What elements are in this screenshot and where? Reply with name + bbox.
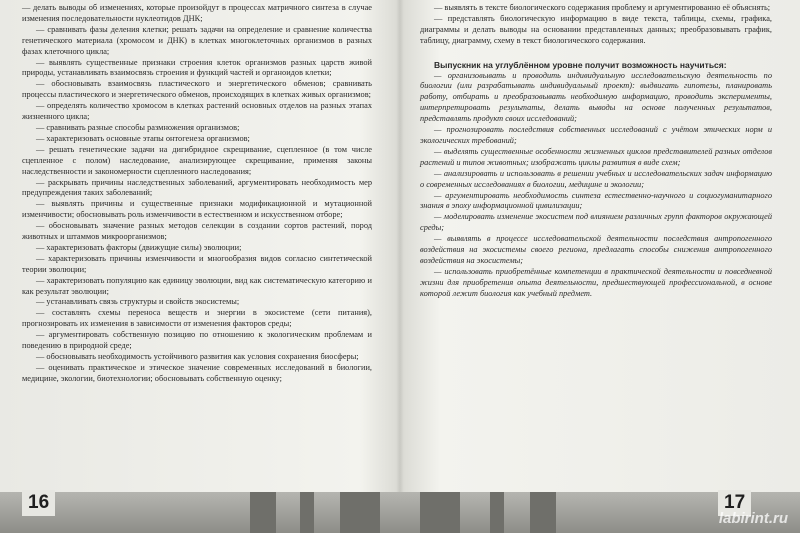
bullet-paragraph: — аргументировать собственную позицию по отношению к экологическим проблемам и поведению в природной среде; (22, 330, 372, 351)
bullet-paragraph: — анализировать и использовать в решении учебных и исследовательских задач информацию о современных исследованиях в биологии, медицине и экологии; (420, 168, 772, 189)
bullet-paragraph: — выявлять существенные признаки строения клеток организмов разных царств живой природы, устанавливать взаимосвязь строения и функций частей и органоидов клетки; (22, 57, 372, 78)
bullet-paragraph: — аргументировать необходимость синтеза естественно-научного и социогуманитарного знания в эпоху информационной цивилизации; (420, 190, 772, 211)
bullet-paragraph: — выделять существенные особенности жизненных циклов представителей разных отделов растений и типов животных; изображать циклы развития в виде схем; (420, 146, 772, 167)
bullet-paragraph: — сравнивать фазы деления клетки; решать задачи на определение и сравнение количества генетического материала (хромосом и ДНК) в клетках многоклеточных организмов в разных фазах клеточного цикла; (22, 24, 372, 56)
bullet-paragraph: — сравнивать разные способы размножения организмов; (36, 122, 240, 132)
bullet-paragraph: — характеризовать популяцию как единицу эволюции, вид как систематическую категорию и как результат эволюции; (22, 275, 372, 296)
bullet-paragraph: — организовывать и проводить индивидуальную исследовательскую деятельность по биологии (или разрабатывать индивидуальный проект): выдвигать гипотезы, планировать работу, отбирать и преобразовывать необходимую информацию, проводить эксперименты, интерпретировать результаты, делать выводы на основе полученных результатов, представлять продукт своих исследований; (420, 70, 772, 124)
right-page-text (420, 3, 772, 300)
bullet-paragraph: — оценивать практическое и этическое значение современных исследований в биологии, медицине, экологии, биотехнологии; обосновывать собственную оценку; (22, 362, 372, 383)
page-number-left: 16 (22, 490, 55, 516)
bullet-paragraph: — прогнозировать последствия собственных исследований с учётом этических норм и экологических требований; (420, 125, 772, 145)
bullet-paragraph: — решать генетические задачи на дигибридное скрещивание, сцепленное (в том числе сцепленное с полом) наследование, анализирующее скрещивание, применяя законы наследственности и закономерности сцепленного наследования; (22, 144, 372, 176)
right-page (400, 0, 800, 533)
page-number-right: 17 (718, 490, 751, 516)
bullet-paragraph: — составлять схемы переноса веществ и энергии в экосистеме (сети питания), прогнозировать их изменения в зависимости от изменения факторов среды; (22, 308, 372, 329)
bullet-paragraph: — выявлять причины и существенные признаки модификационной и мутационной изменчивости; обосновывать роль изменчивости в естественном и искусственном отборе; (22, 199, 372, 220)
bullet-paragraph: — делать выводы об изменениях, которые произойдут в процессах матричного синтеза в случае изменения последовательности нуклеотидов ДНК; (22, 3, 372, 23)
section-heading: Выпускник на углублённом уровне получит возможность научиться: (434, 59, 727, 70)
bullet-paragraph: — выявлять в тексте биологического содержания проблему и аргументированно её объяснять; (434, 3, 771, 12)
bullet-paragraph: — представлять биологическую информацию в виде текста, таблицы, схемы, графика, диаграммы и делать выводы на основании представленных данных; преобразовывать график, таблицу, диаграмму, схему в текст биологического содержания. (420, 13, 772, 45)
bullet-paragraph: — характеризовать основные этапы онтогенеза организмов; (36, 133, 250, 143)
bullet-paragraph: — обосновывать взаимосвязь пластического и энергетического обменов; сравнивать процессы пластического и энергетического обменов, происходящих в клетках живых организмов; (22, 79, 372, 100)
spacer (420, 47, 772, 60)
bullet-paragraph: — использовать приобретённые компетенции в практической деятельности и повседневной жизни для приобретения опыта деятельности, предшествующей профессиональной, в основе которой лежит биология как учебный предмет. (420, 266, 772, 298)
bullet-paragraph: — раскрывать причины наследственных заболеваний, аргументировать необходимость мер предупреждения таких заболеваний; (22, 177, 372, 198)
watermark: labirint.ru (718, 510, 788, 527)
bullet-paragraph: — определять количество хромосом в клетках растений основных отделов на разных этапах жизненного цикла; (22, 101, 372, 122)
left-footer-band (0, 492, 400, 533)
bullet-paragraph: — устанавливать связь структуры и свойств экосистемы; (36, 297, 240, 307)
bullet-paragraph: — характеризовать факторы (движущие силы) эволюции; (36, 242, 242, 252)
left-page-text (22, 3, 372, 385)
bullet-paragraph: — моделировать изменение экосистем под влиянием различных групп факторов окружающей среды; (420, 212, 772, 233)
bullet-paragraph: — выявлять в процессе исследовательской деятельности последствия антропогенного воздействия на экосистемы своего региона, предлагать способы снижения антропогенного воздействия на экосистемы; (420, 234, 772, 265)
bullet-paragraph: — обосновывать необходимость устойчивого развития как условия сохранения биосферы; (36, 352, 359, 361)
bullet-paragraph: — обосновывать значение разных методов селекции в создании сортов растений, пород животных и штаммов микроорганизмов; (22, 221, 372, 242)
bullet-paragraph: — характеризовать причины изменчивости и многообразия видов согласно синтетической теории эволюции; (22, 253, 372, 274)
